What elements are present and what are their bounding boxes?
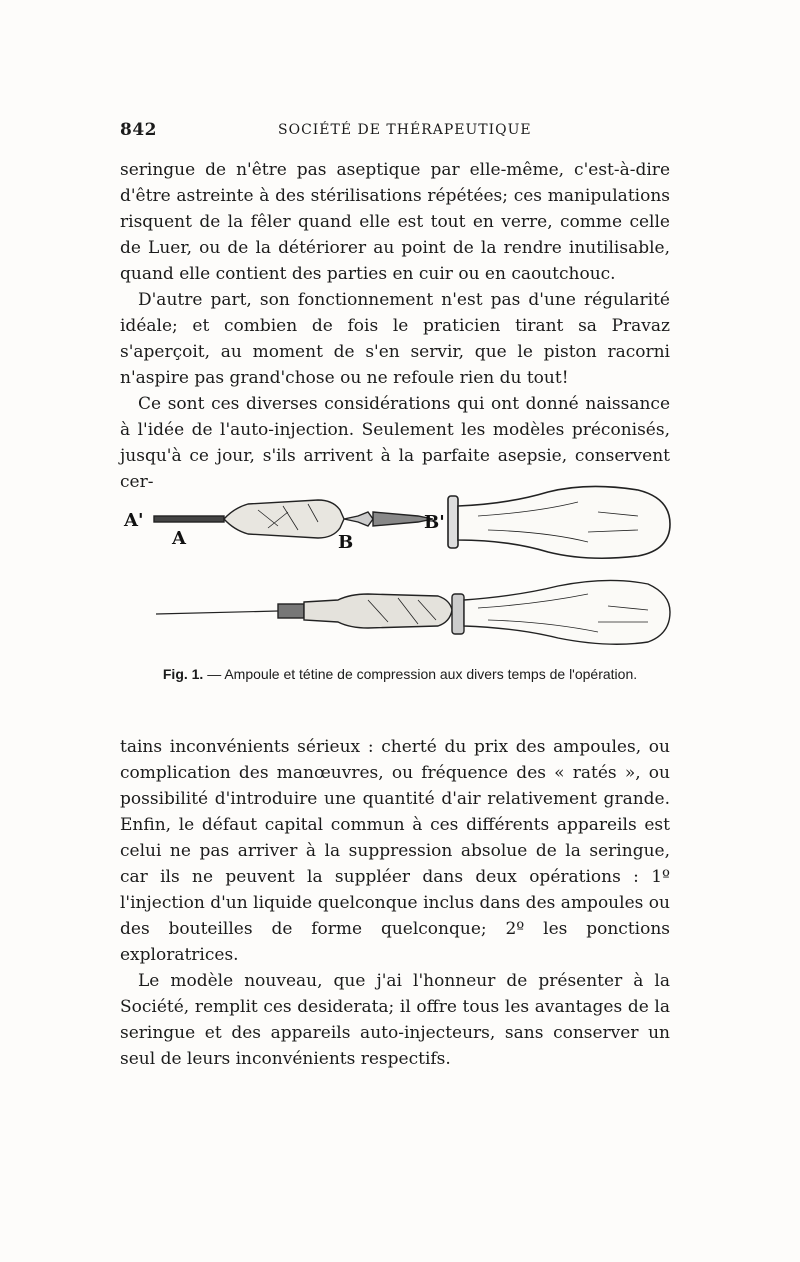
label-b: B [338, 532, 354, 553]
paragraph: Ce sont ces diverses considérations qui ont donné naissance à l'idée de l'auto-injection. Seulement les modèles préconisés, jusqu'à ce jour, s'ils arrivent à la parfaite asepsie, conservent cer- [120, 394, 670, 492]
running-header [120, 120, 670, 144]
paragraph: seringue de n'être pas aseptique par elle-même, c'est-à-dire d'être astreinte à des stérilisations répétées; ces manipulations risquent de la fêler quand elle est tout en verre, comme celle de Luer, ou de la détériorer au point de la rendre inutilisable, quand elle contient des parties en cuir ou en caoutchouc. [120, 160, 670, 284]
running-title: SOCIÉTÉ DE THÉRAPEUTIQUE [278, 122, 532, 138]
body-text-bottom [120, 734, 670, 1072]
body-text-top [120, 157, 670, 495]
ampoule-drawing [154, 500, 433, 538]
paragraph: D'autre part, son fonctionnement n'est pas d'une régularité idéale; et combien de fois le praticien tirant sa Pravaz s'aperçoit, au moment de s'en servir, que le piston racorni n'aspire pas grand'chose ou ne refoule rien du tout! [120, 290, 670, 388]
paragraph: Le modèle nouveau, que j'ai l'honneur de présenter à la Société, remplit ces desiderata; il offre tous les avantages de la seringue et des appareils auto-injecteurs, sans conserver un seul de leurs inconvénients respectifs. [120, 971, 670, 1069]
figure-number: Fig. 1. [162, 666, 204, 682]
compression-bulb-top [448, 486, 670, 558]
label-b-prime: B' [424, 512, 445, 533]
ampoule-engraving [118, 482, 678, 652]
figure-illustration [118, 482, 678, 652]
label-a-prime: A' [124, 510, 144, 531]
paragraph: tains inconvénients sérieux : cherté du prix des ampoules, ou complication des manœuvres, ou fréquence des « ratés », ou possibilité d'introduire une quantité d'air relativement grande. Enfin, le défaut capital commun à ces différents appareils est celui ne pas arriver à la suppression absolue de la seringue, car ils ne peuvent la suppléer dans deux opérations : 1º l'injection d'un liquide quelconque inclus dans des ampoules ou des bouteilles de forme quelconque; 2º les ponctions exploratrices. [120, 737, 670, 965]
assembled-injector [156, 580, 670, 644]
figure-caption [160, 665, 640, 683]
label-a: A [172, 528, 186, 549]
page-number: 842 [120, 120, 157, 140]
figure-caption-text: — Ampoule et tétine de compression aux divers temps de l'opération. [207, 666, 638, 682]
